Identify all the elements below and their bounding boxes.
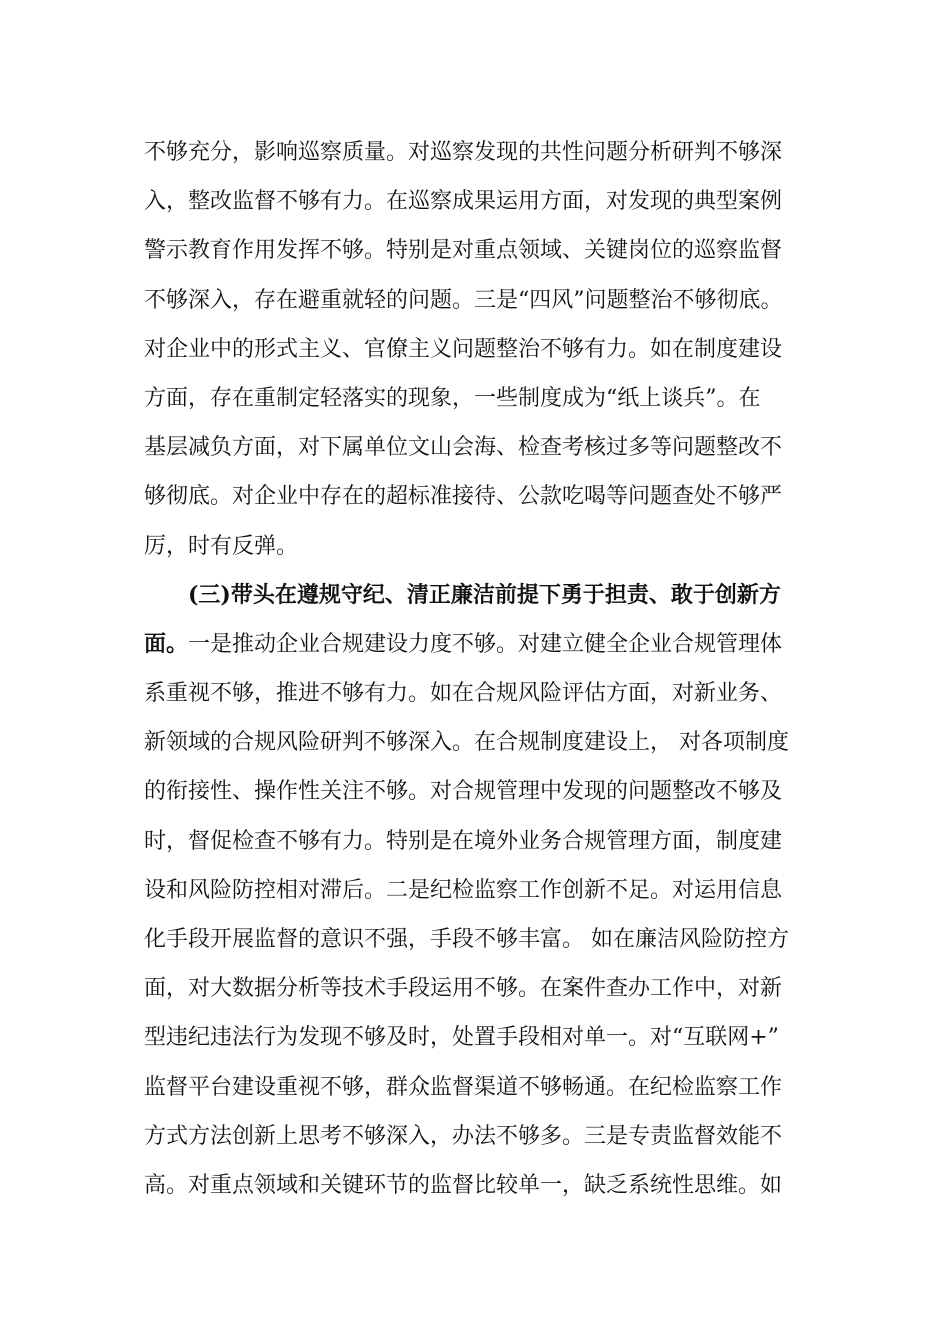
text-line: 厉，时有反弹。 bbox=[144, 533, 299, 559]
text-line: 基层减负方面，对下属单位文山会海、检查考核过多等问题整改不 bbox=[144, 435, 783, 461]
section-heading-continuation bbox=[144, 620, 824, 669]
text-line: 监督平台建设重视不够，群众监督渠道不够畅通。在纪检监察工作 bbox=[144, 1074, 783, 1100]
text-line: 警示教育作用发挥不够。特别是对重点领域、关键岗位的巡察监督 bbox=[144, 238, 783, 264]
text-line: 设和风险防控相对滞后。二是纪检监察工作创新不足。对运用信息 bbox=[144, 877, 783, 903]
text-line: 高。对重点领域和关键环节的监督比较单一，缺乏系统性思维。如 bbox=[144, 1172, 783, 1198]
document-body bbox=[144, 128, 824, 1210]
text-line: 不够深入，存在避重就轻的问题。三是“四风”问题整治不够彻底。 bbox=[144, 287, 783, 313]
text-line: 系重视不够，推进不够有力。如在合规风险评估方面，对新业务、 bbox=[144, 681, 783, 707]
section-heading: (三)带头在遵规守纪、清正廉洁前提下勇于担责、敢于创新方 bbox=[188, 581, 781, 608]
text-line: 够彻底。对企业中存在的超标准接待、公款吃喝等问题查处不够严 bbox=[144, 484, 783, 510]
text-line: 的衔接性、操作性关注不够。对合规管理中发现的问题整改不够及 bbox=[144, 779, 783, 805]
text-line: 方式方法创新上思考不够深入，办法不够多。三是专责监督效能不 bbox=[144, 1123, 783, 1149]
text-line: 面，对大数据分析等技术手段运用不够。在案件查办工作中，对新 bbox=[144, 976, 783, 1002]
text-line: 时，督促检查不够有力。特别是在境外业务合规管理方面，制度建 bbox=[144, 828, 783, 854]
section-heading-end: 面。 bbox=[144, 630, 189, 657]
text-line: 入，整改监督不够有力。在巡察成果运用方面，对发现的典型案例 bbox=[144, 189, 783, 215]
text-line: 方面，存在重制定轻落实的现象，一些制度成为“纸上谈兵”。在 bbox=[144, 385, 761, 411]
text-line: 不够充分，影响巡察质量。对巡察发现的共性问题分析研判不够深 bbox=[144, 140, 783, 165]
text-line: 化手段开展监督的意识不强，手段不够丰富。 如在廉洁风险防控方 bbox=[144, 927, 789, 952]
text-line: 新领域的合规风险研判不够深入。在合规制度建设上， 对各项制度 bbox=[144, 730, 789, 756]
section-text: 一是推动企业合规建设力度不够。对建立健全企业合规管理体 bbox=[188, 631, 783, 657]
text-line: 型违纪违法行为发现不够及时，处置手段相对单一。对“互联网+” bbox=[144, 1025, 779, 1051]
text-line: 对企业中的形式主义、官僚主义问题整治不够有力。如在制度建设 bbox=[144, 336, 783, 362]
